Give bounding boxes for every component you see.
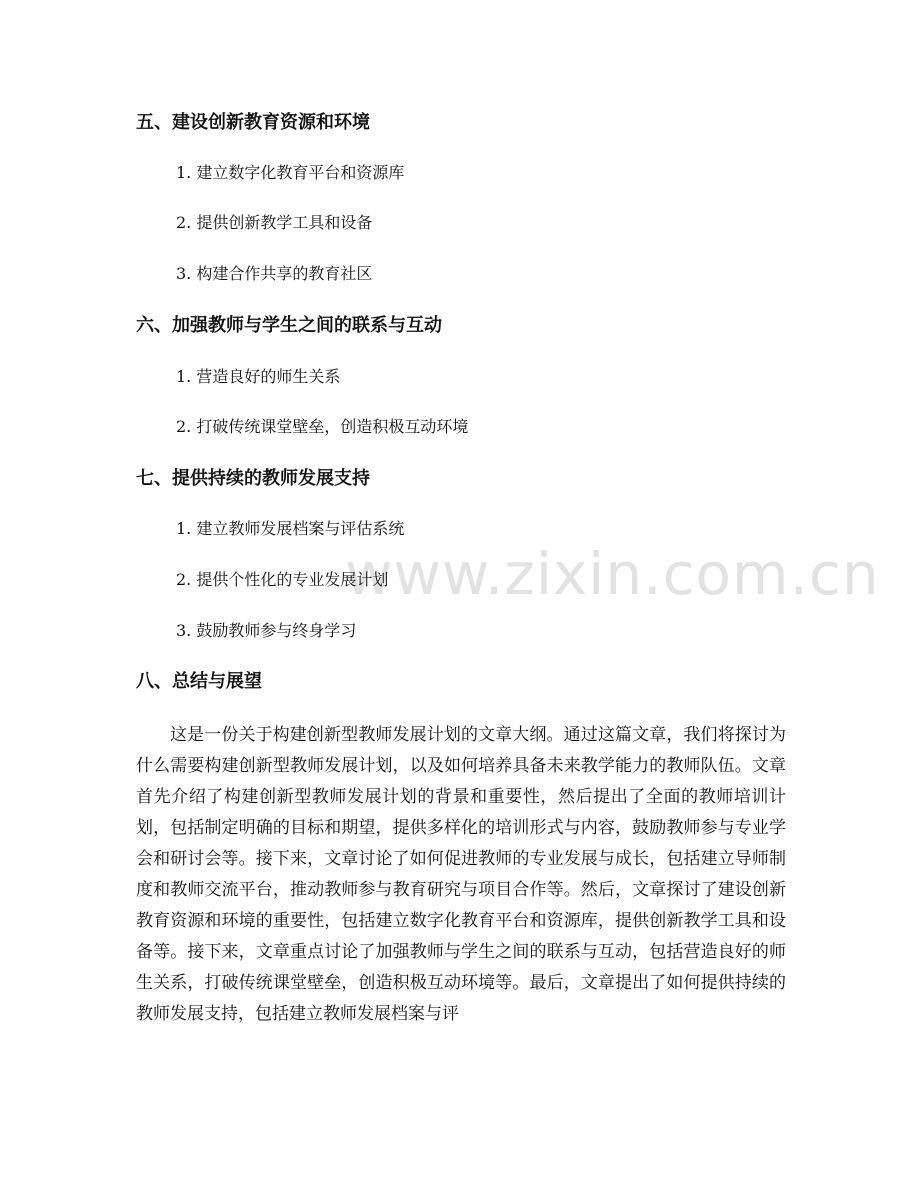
list-item: 2. 打破传统课堂壁垒，创造积极互动环境: [176, 417, 469, 436]
list-item: 1. 建立数字化教育平台和资源库: [176, 163, 405, 182]
section-heading-7: 七、提供持续的教师发展支持: [136, 468, 370, 489]
summary-paragraph: 这是一份关于构建创新型教师发展计划的文章大纲。通过这篇文章，我们将探讨为什么需要构建创新型教师发展计划，以及如何培养具备未来教学能力的教师队伍。文章首先介绍了构建创新型教师发展计划的背景和重要性，然后提出了全面的教师培训计划，包括制定明确的目标和期望，提供多样化的培训形式与内容，鼓励教师参与专业学会和研讨会等。接下来，文章讨论了如何促进教师的专业发展与成长，包括建立导师制度和教师交流平台，推动教师参与教育研究与项目合作等。然后，文章探讨了建设创新教育资源和环境的重要性，包括建立数字化教育平台和资源库，提供创新教学工具和设备等。接下来，文章重点讨论了加强教师与学生之间的联系与互动，包括营造良好的师生关系，打破传统课堂壁垒，创造积极互动环境等。最后，文章提出了如何提供持续的教师发展支持，包括建立教师发展档案与评: [136, 725, 786, 1024]
list-item: 3. 构建合作共享的教育社区: [176, 264, 373, 283]
list-item: 2. 提供个性化的专业发展计划: [176, 570, 389, 589]
watermark: www.zixin.com.cn: [345, 540, 880, 608]
section-heading-5: 五、建设创新教育资源和环境: [136, 112, 370, 133]
list-item: 2. 提供创新教学工具和设备: [176, 213, 373, 232]
section-heading-8: 八、总结与展望: [136, 671, 262, 692]
section-heading-6: 六、加强教师与学生之间的联系与互动: [136, 315, 442, 336]
list-item: 3. 鼓励教师参与终身学习: [176, 621, 357, 640]
list-item: 1. 营造良好的师生关系: [176, 367, 341, 386]
list-item: 1. 建立教师发展档案与评估系统: [176, 519, 405, 538]
